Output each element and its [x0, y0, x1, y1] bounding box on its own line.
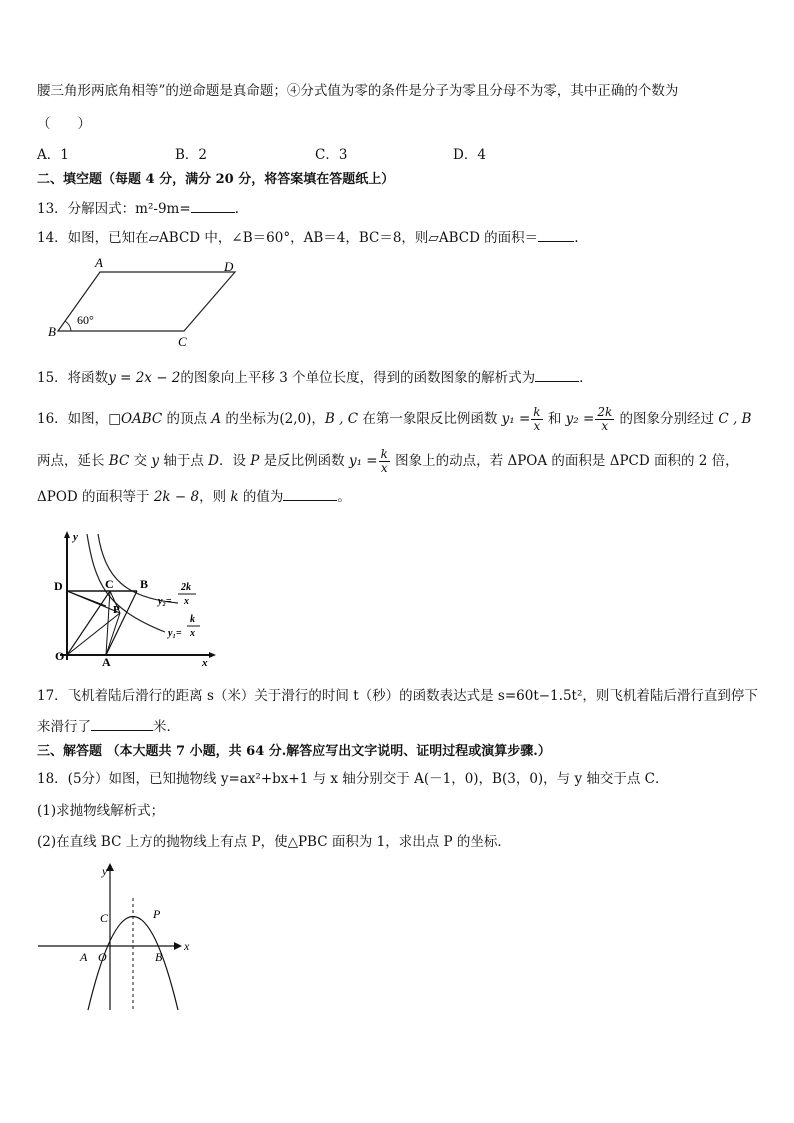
q16-l2a: 两点，延长: [37, 453, 109, 469]
q16-l2c: 轴于点: [159, 453, 209, 469]
q14-parallelogram-figure: [44, 254, 244, 350]
q17-line2: [37, 716, 180, 737]
label-b: B: [48, 324, 56, 339]
label-angle-60: 60°: [77, 313, 94, 327]
label-y1: y₁=: [168, 628, 182, 639]
label-o: O: [55, 649, 65, 663]
q16-point-p: P: [250, 453, 260, 469]
q15-answer-blank[interactable]: [535, 367, 579, 382]
q16-l2f: 图象上的动点，若 ΔPOA 的面积是 ΔPCD 面积的 2 倍，: [390, 453, 739, 469]
q16-points-bc: B , C: [324, 411, 359, 427]
q16-k: k: [230, 489, 239, 505]
q16-l2b: 交: [129, 453, 152, 469]
q13: [37, 198, 239, 219]
q12-text: 腰三角形两底角相等”的逆命题是真命题；④分式值为零的条件是分子为零且分母不为零，其中正确的个数为: [37, 83, 679, 99]
label-c: C: [178, 334, 187, 349]
q15-expression: y = 2x − 2: [108, 370, 181, 386]
q16-answer-blank[interactable]: [283, 486, 337, 501]
q17-answer-blank[interactable]: [91, 716, 153, 731]
q16-point-a: A: [211, 411, 222, 427]
label-y: y: [73, 531, 78, 543]
q12-paren: （ ）: [37, 116, 91, 132]
q16-hyperbola-figure: [50, 528, 220, 668]
q17-line1: 17．飞机着陆后滑行的距离 s（米）关于滑行的时间 t（秒）的函数表达式是 s=60t−1.5t²，则飞机着陆后滑行直到停下: [37, 688, 758, 704]
q16-l2e: 是反比例函数: [259, 453, 349, 469]
q12-option-d: D．4: [453, 147, 486, 163]
q16-points-cb: C , B: [718, 411, 752, 427]
q14-answer-blank[interactable]: [538, 227, 574, 242]
q18-line2: (1)求抛物线解析式；: [37, 803, 165, 819]
q15-post: 的图象向上平移 3 个单位长度，得到的函数图象的解析式为: [180, 370, 536, 386]
q16-l3a: ΔPOD 的面积等于: [37, 489, 154, 505]
label-a: A: [102, 655, 111, 668]
q16-l1c: 的顶点: [162, 411, 212, 427]
q14-end: .: [574, 230, 579, 246]
q16-l1i: 在第一象限反比例函数: [358, 411, 502, 427]
segment-oc: [67, 591, 110, 655]
q16-parallelogram-name: □OABC: [108, 411, 163, 427]
q16-bc: BC: [108, 453, 130, 469]
q16-line1: [37, 402, 751, 436]
label-d: D: [54, 579, 63, 593]
label-y2-den: x: [184, 596, 189, 607]
q16-l3e: 的值为: [238, 489, 284, 505]
label-y1-den: x: [190, 628, 195, 639]
q16-frac-k-over-x: $\frac{k}{x}$: [533, 405, 541, 433]
label-y2: y₂=: [158, 596, 172, 607]
label-p: P: [153, 907, 161, 921]
label-x: x: [202, 657, 208, 668]
q15-end: .: [579, 370, 584, 386]
q16-line3: [37, 486, 351, 507]
q15: [37, 367, 583, 388]
label-b: B: [155, 950, 163, 964]
x-axis-arrow: [209, 652, 216, 658]
label-p: P: [113, 604, 120, 616]
segment-ab: [106, 591, 137, 655]
label-c: C: [105, 577, 114, 591]
q16-frac-2k-over-x: $\frac{2k}{x}$: [597, 405, 613, 433]
label-b: B: [140, 577, 149, 591]
q16-y-axis: y: [151, 453, 160, 469]
q16-l2d: ．设: [218, 453, 251, 469]
q16-l3f: 。: [337, 489, 351, 505]
q16-l3c: ，则: [199, 489, 231, 505]
q12-option-a: A．1: [37, 147, 69, 163]
q12-option-c: C．3: [315, 147, 348, 163]
segment-dc-diag: [67, 591, 106, 606]
q14-text: 14．如图，已知在▱ABCD 中，∠B＝60°，AB＝4，BC＝8，则▱ABCD 的面积＝: [37, 230, 539, 246]
label-a: A: [80, 950, 88, 964]
q13-answer-blank[interactable]: [191, 198, 235, 213]
q16-point-d: D: [208, 453, 219, 469]
label-d: D: [224, 259, 234, 274]
q16-y1: y₁ =: [501, 411, 531, 427]
q15-pre: 15．将函数: [37, 370, 109, 386]
q16-coord-a: (2,0): [279, 411, 312, 427]
q17-l2b: 米．: [153, 719, 180, 735]
q16-expr-2k-8: 2k − 8: [153, 489, 200, 505]
q16-l1e: 的坐标为: [221, 411, 280, 427]
q16-l1g: ，: [311, 411, 325, 427]
label-y1-num: k: [190, 614, 195, 625]
q16-and: 和: [543, 411, 566, 427]
section2-heading: 二、填空题（每题 4 分，满分 20 分，将答案填在答题纸上）: [37, 172, 395, 187]
q13-text: 13．分解因式：m²-9m=: [37, 201, 191, 217]
label-x: x: [184, 939, 190, 953]
q16-line2: [37, 444, 739, 478]
q12-options: [37, 145, 486, 165]
label-o: O: [98, 950, 107, 964]
q17-l2a: 来滑行了: [37, 719, 91, 735]
section3-heading: 三、解答题 （本大题共 7 小题，共 64 分.解答应写出文字说明、证明过程或演算步骤.）: [37, 744, 551, 759]
q14: [37, 227, 578, 248]
curve-y1: [87, 534, 165, 632]
angle-b-arc: [65, 321, 71, 331]
q18-line1: 18．(5分）如图，已知抛物线 y=ax²+bx+1 与 x 轴分别交于 A(－1，0)，B(3，0)，与 y 轴交于点 C．: [37, 771, 669, 787]
q16-y2: y₂ =: [565, 411, 595, 427]
label-a: A: [95, 255, 103, 270]
x-axis-arrow: [174, 942, 182, 950]
q18-parabola-figure: [36, 858, 206, 1018]
q16-y1-b: y₁ =: [348, 453, 378, 469]
label-y: y: [102, 864, 108, 878]
q13-end: .: [234, 201, 239, 217]
q18-line3: (2)在直线 BC 上方的抛物线上有点 P，使△PBC 面积为 1，求出点 P 的坐标．: [37, 834, 511, 850]
label-c: C: [100, 911, 109, 925]
label-y2-num: 2k: [181, 582, 191, 593]
segment-op: [67, 613, 120, 655]
q12-option-b: B．2: [175, 147, 208, 163]
y-axis-arrow: [64, 531, 70, 538]
q16-l1j: 的图象分别经过: [615, 411, 719, 427]
q16-l1a: 16．如图，: [37, 411, 109, 427]
q16-frac-k-over-x-b: $\frac{k}{x}$: [380, 447, 388, 475]
